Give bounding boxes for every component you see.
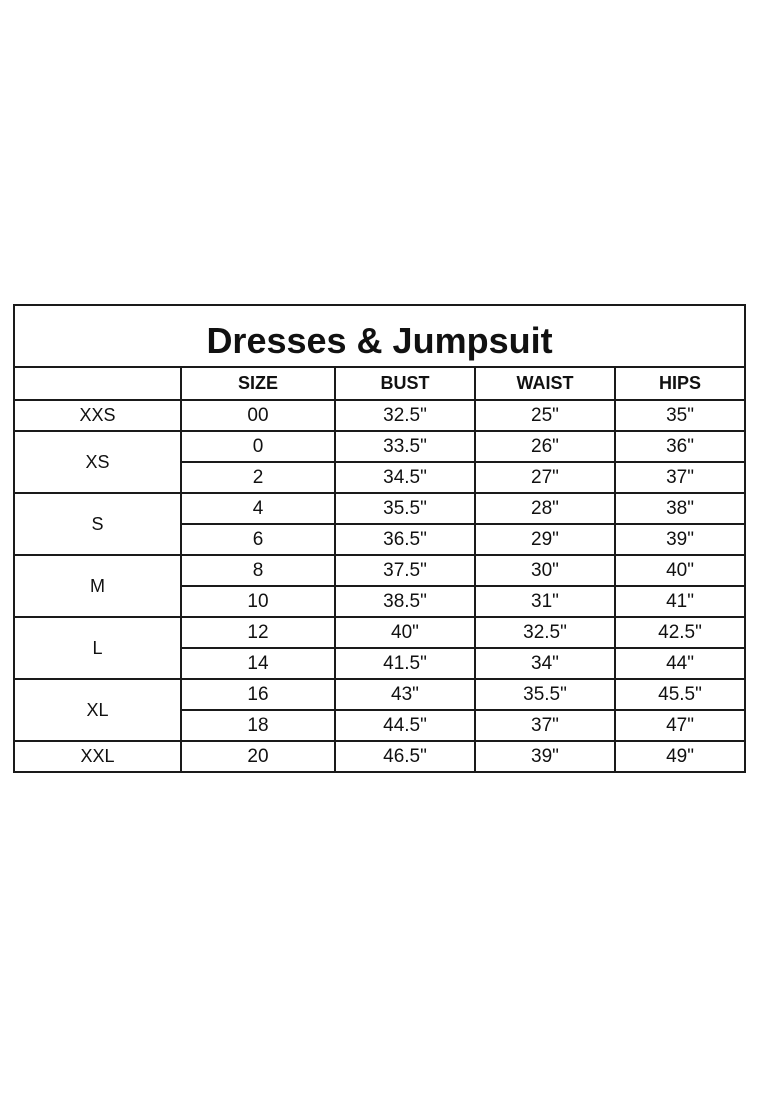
waist-cell: 27" [475,462,615,493]
waist-cell: 29" [475,524,615,555]
waist-cell: 30" [475,555,615,586]
size-group-label: S [14,493,181,555]
waist-cell: 39" [475,741,615,772]
hips-cell: 37" [615,462,745,493]
waist-cell: 37" [475,710,615,741]
hips-cell: 35" [615,400,745,431]
size-cell: 4 [181,493,335,524]
header-size: SIZE [181,367,335,400]
waist-cell: 28" [475,493,615,524]
waist-cell: 31" [475,586,615,617]
hips-cell: 42.5" [615,617,745,648]
header-row [14,367,745,400]
size-group-label: XS [14,431,181,493]
bust-cell: 43" [335,679,475,710]
table-row [14,679,745,710]
bust-cell: 38.5" [335,586,475,617]
size-group-label: L [14,617,181,679]
bust-cell: 32.5" [335,400,475,431]
hips-cell: 47" [615,710,745,741]
size-cell: 14 [181,648,335,679]
bust-cell: 33.5" [335,431,475,462]
bust-cell: 34.5" [335,462,475,493]
size-chart-table [13,304,746,773]
bust-cell: 41.5" [335,648,475,679]
size-group-label: XXS [14,400,181,431]
hips-cell: 45.5" [615,679,745,710]
hips-cell: 36" [615,431,745,462]
hips-cell: 38" [615,493,745,524]
waist-cell: 35.5" [475,679,615,710]
size-cell: 0 [181,431,335,462]
header-bust: BUST [335,367,475,400]
header-label-column [14,367,181,400]
size-cell: 10 [181,586,335,617]
table-row [14,617,745,648]
bust-cell: 44.5" [335,710,475,741]
table-row [14,431,745,462]
chart-title: Dresses & Jumpsuit [14,305,745,367]
bust-cell: 35.5" [335,493,475,524]
title-row [14,305,745,367]
size-cell: 6 [181,524,335,555]
table-row [14,400,745,431]
size-cell: 8 [181,555,335,586]
size-group-label: M [14,555,181,617]
hips-cell: 40" [615,555,745,586]
hips-cell: 39" [615,524,745,555]
waist-cell: 34" [475,648,615,679]
size-cell: 20 [181,741,335,772]
size-cell: 00 [181,400,335,431]
bust-cell: 46.5" [335,741,475,772]
table-row [14,741,745,772]
waist-cell: 32.5" [475,617,615,648]
bust-cell: 36.5" [335,524,475,555]
size-cell: 2 [181,462,335,493]
size-cell: 18 [181,710,335,741]
table-row [14,493,745,524]
hips-cell: 41" [615,586,745,617]
table-row [14,555,745,586]
size-cell: 16 [181,679,335,710]
size-group-label: XXL [14,741,181,772]
waist-cell: 26" [475,431,615,462]
waist-cell: 25" [475,400,615,431]
size-group-label: XL [14,679,181,741]
hips-cell: 49" [615,741,745,772]
header-hips: HIPS [615,367,745,400]
hips-cell: 44" [615,648,745,679]
bust-cell: 37.5" [335,555,475,586]
size-cell: 12 [181,617,335,648]
header-waist: WAIST [475,367,615,400]
bust-cell: 40" [335,617,475,648]
